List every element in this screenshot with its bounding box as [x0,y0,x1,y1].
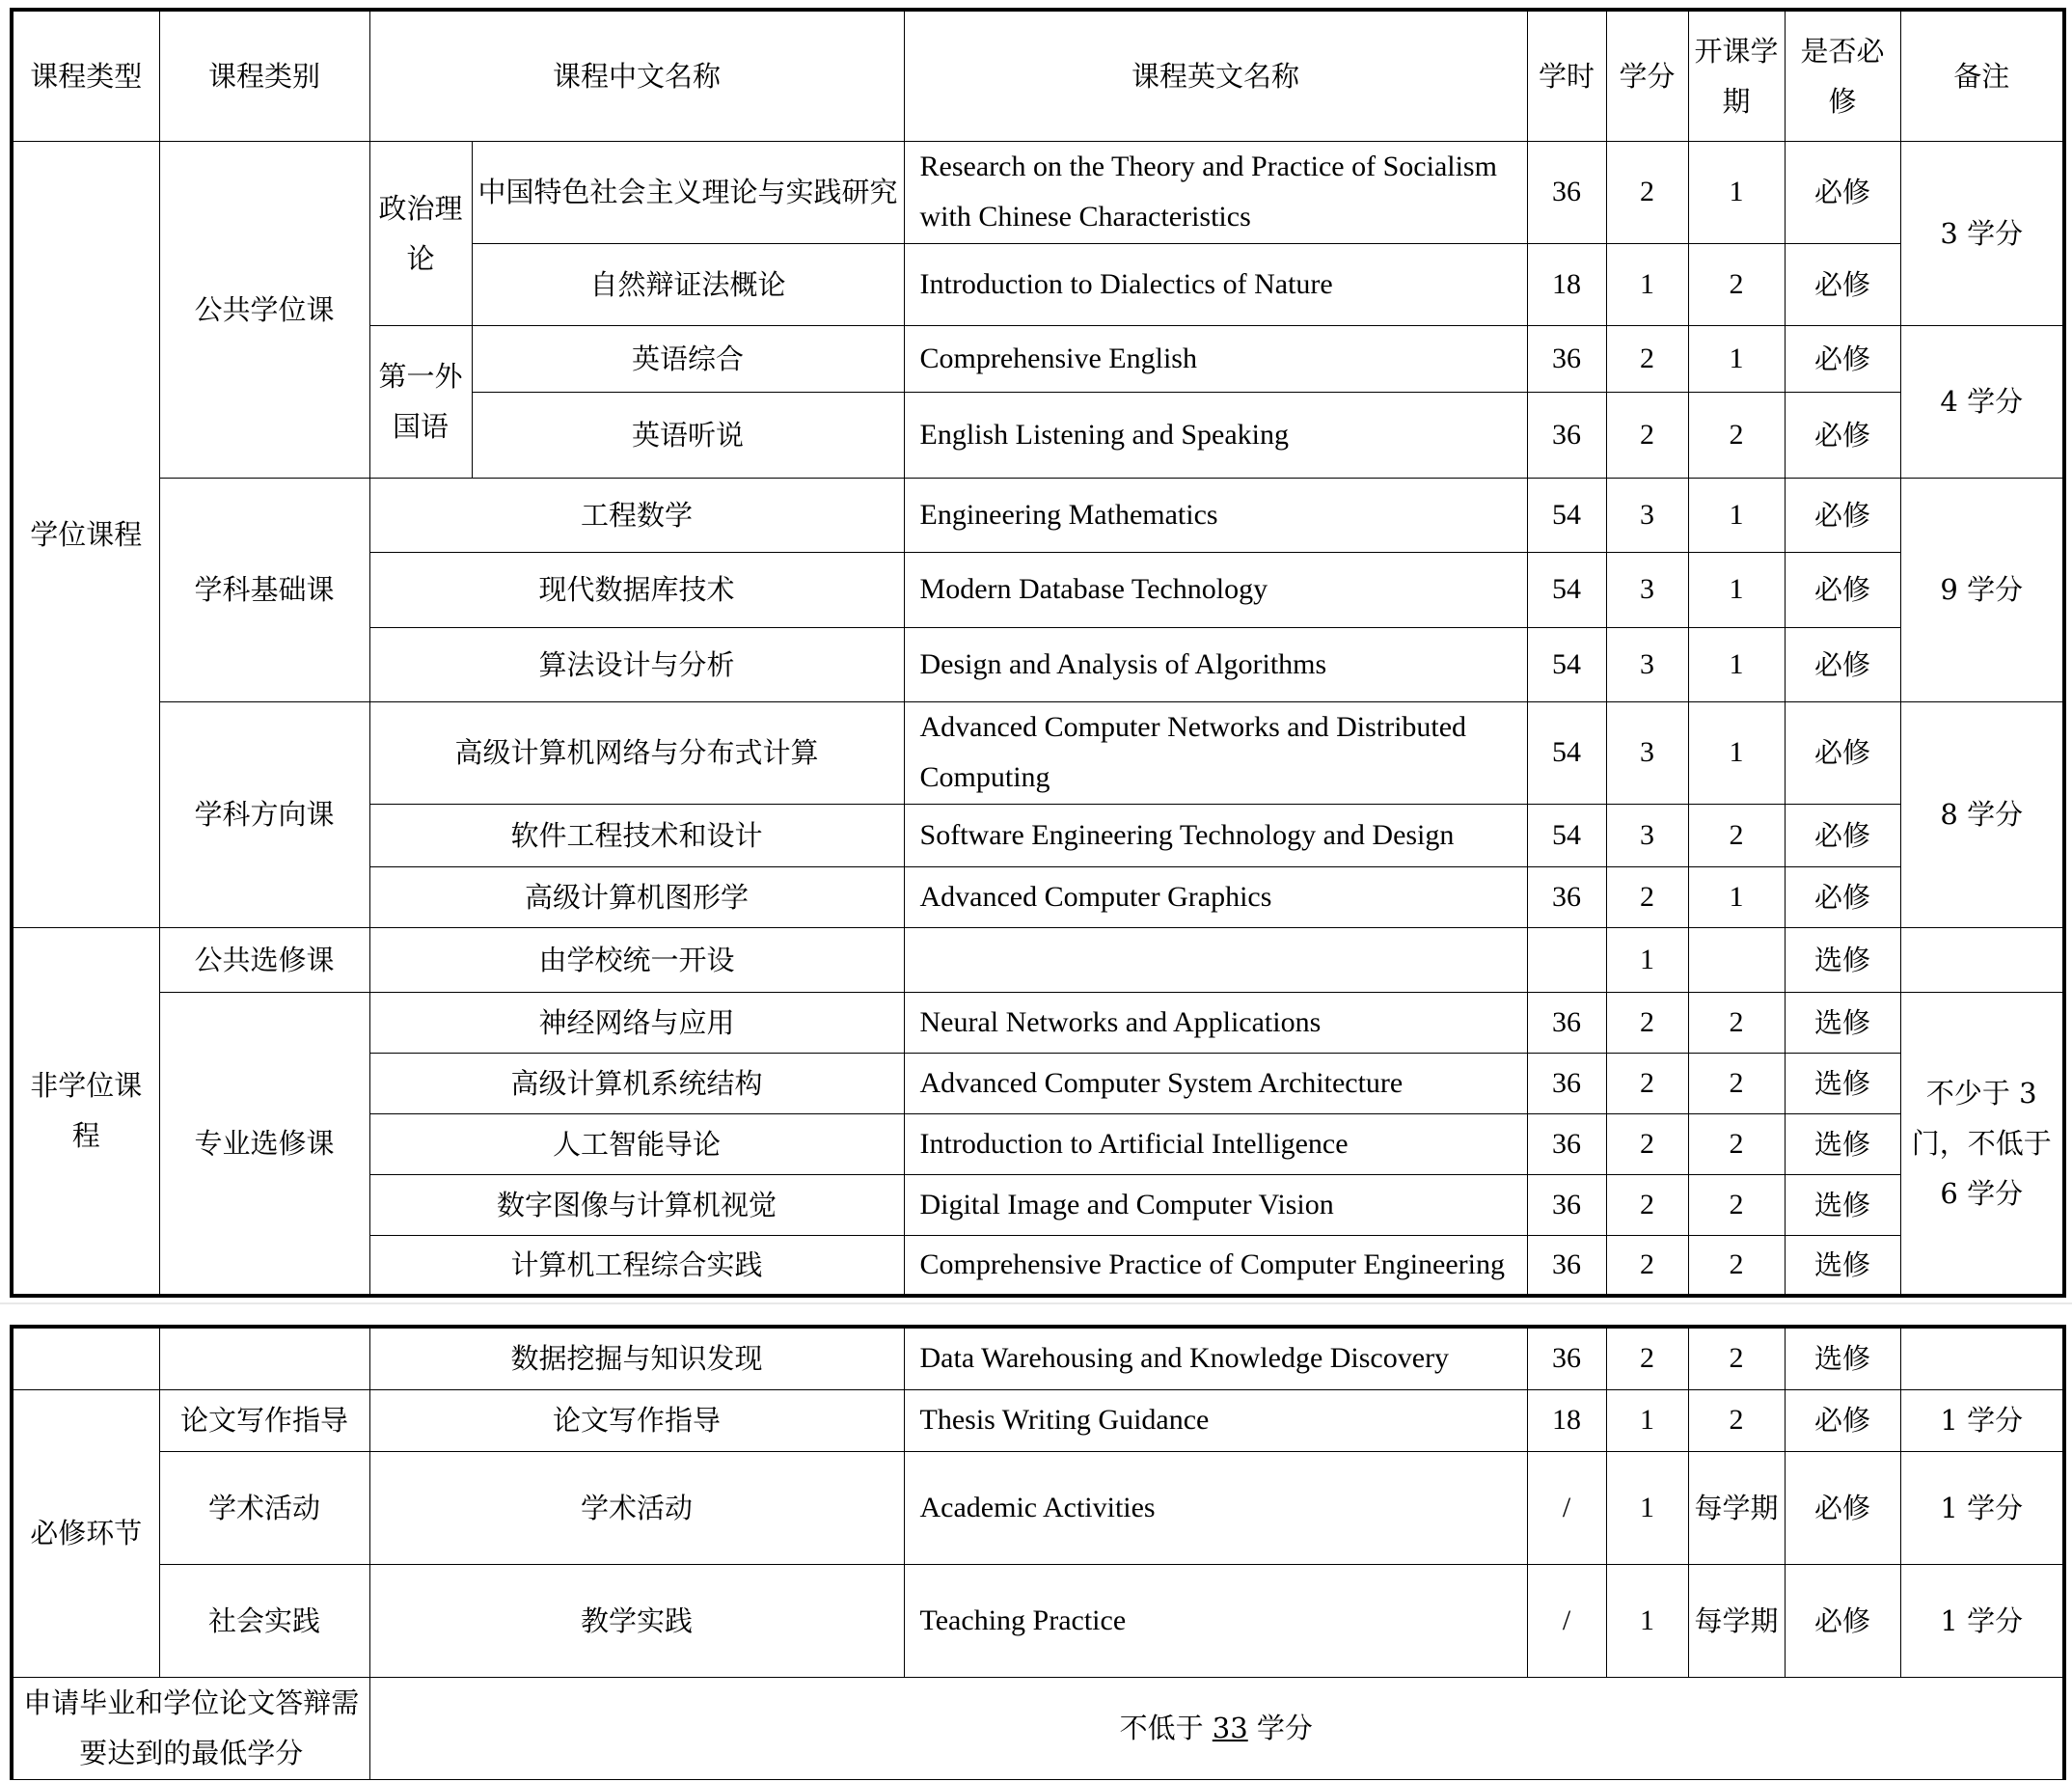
header-remark: 备注 [1900,10,2064,141]
course-required: 选修 [1785,1235,1900,1296]
course-semester: 2 [1688,804,1785,866]
course-required: 选修 [1785,1113,1900,1174]
course-remark: 1 学分 [1900,1564,2064,1677]
course-cn: 数据挖掘与知识发现 [369,1327,904,1389]
course-credits: 1 [1606,1389,1688,1451]
remark-major-elective: 不少于 3 门，不低于 6 学分 [1900,992,2064,1296]
header-semester: 开课学期 [1688,10,1785,141]
course-semester: 2 [1688,1235,1785,1296]
course-required: 必修 [1785,243,1900,325]
course-en: Engineering Mathematics [904,478,1527,552]
min-credits-value [369,1677,2064,1779]
course-required: 必修 [1785,804,1900,866]
course-en: Comprehensive English [904,325,1527,392]
course-required: 必修 [1785,325,1900,392]
course-semester: 1 [1688,627,1785,701]
course-cn: 高级计算机图形学 [369,866,904,927]
course-credits: 3 [1606,804,1688,866]
page-break [0,1302,2072,1322]
course-required: 选修 [1785,1053,1900,1113]
course-hours: 54 [1527,804,1606,866]
min-credits-suffix: 学分 [1247,1712,1313,1744]
course-semester: 2 [1688,992,1785,1053]
course-hours: 36 [1527,1327,1606,1389]
course-required: 必修 [1785,1564,1900,1677]
course-semester: 2 [1688,1327,1785,1389]
course-hours: 54 [1527,478,1606,552]
course-credits: 1 [1606,243,1688,325]
continued-type [12,1327,159,1389]
course-credits: 1 [1606,1564,1688,1677]
course-hours: 18 [1527,243,1606,325]
course-credits: 2 [1606,141,1688,243]
course-required: 必修 [1785,392,1900,478]
header-cn-name: 课程中文名称 [369,10,904,141]
course-credits: 2 [1606,1327,1688,1389]
course-required: 必修 [1785,478,1900,552]
course-cn: 由学校统一开设 [369,927,904,992]
table-row [12,927,2064,992]
course-credits: 1 [1606,927,1688,992]
course-semester: 每学期 [1688,1451,1785,1564]
header-type: 课程类型 [12,10,159,141]
footer-row [12,1677,2064,1779]
table-row [12,1451,2064,1564]
course-hours: 36 [1527,866,1606,927]
course-hours: / [1527,1564,1606,1677]
min-credits-number: 33 [1212,1712,1248,1744]
course-semester: 2 [1688,1053,1785,1113]
course-en: Introduction to Dialectics of Nature [904,243,1527,325]
course-required: 必修 [1785,552,1900,627]
course-cn: 学术活动 [369,1451,904,1564]
course-cn: 自然辩证法概论 [472,243,904,325]
course-cn: 现代数据库技术 [369,552,904,627]
course-cn: 高级计算机网络与分布式计算 [369,701,904,804]
course-cn: 中国特色社会主义理论与实践研究 [472,141,904,243]
continued-category [159,1327,369,1389]
course-required: 必修 [1785,1451,1900,1564]
course-credits: 2 [1606,325,1688,392]
table-row [12,701,2064,804]
course-hours: 36 [1527,141,1606,243]
course-en [904,927,1527,992]
course-en: Research on the Theory and Practice of Socialism with Chinese Characteristics [904,141,1527,243]
course-hours: 36 [1527,1113,1606,1174]
course-cn: 英语综合 [472,325,904,392]
min-credits-label: 申请毕业和学位论文答辩需要达到的最低学分 [12,1677,369,1779]
group-subject-basic: 学科基础课 [159,478,369,701]
course-hours: 18 [1527,1389,1606,1451]
course-en: Introduction to Artificial Intelligence [904,1113,1527,1174]
header-required: 是否必修 [1785,10,1900,141]
course-cn: 软件工程技术和设计 [369,804,904,866]
remark-politics: 3 学分 [1900,141,2064,325]
course-credits: 2 [1606,392,1688,478]
course-cn: 高级计算机系统结构 [369,1053,904,1113]
course-en: Advanced Computer Graphics [904,866,1527,927]
table-row [12,141,2064,243]
course-en: Data Warehousing and Knowledge Discovery [904,1327,1527,1389]
course-required: 选修 [1785,1327,1900,1389]
group-non-degree: 非学位课程 [12,927,159,1296]
group-required-links: 必修环节 [12,1389,159,1677]
table-row [12,1327,2064,1389]
course-category: 社会实践 [159,1564,369,1677]
course-semester: 每学期 [1688,1564,1785,1677]
course-cn: 论文写作指导 [369,1389,904,1451]
course-hours: 36 [1527,1174,1606,1235]
course-semester: 2 [1688,243,1785,325]
course-required: 选修 [1785,927,1900,992]
group-public-degree: 公共学位课 [159,141,369,478]
table-row [12,1564,2064,1677]
group-public-elective: 公共选修课 [159,927,369,992]
course-semester: 2 [1688,1389,1785,1451]
course-semester: 1 [1688,478,1785,552]
course-cn: 工程数学 [369,478,904,552]
remark-subject-direction: 8 学分 [1900,701,2064,927]
course-remark: 1 学分 [1900,1389,2064,1451]
course-hours: 54 [1527,552,1606,627]
course-credits: 2 [1606,1113,1688,1174]
course-credits: 1 [1606,1451,1688,1564]
course-credits: 2 [1606,866,1688,927]
course-semester: 1 [1688,701,1785,804]
course-cn: 计算机工程综合实践 [369,1235,904,1296]
course-en: Academic Activities [904,1451,1527,1564]
header-row [12,10,2064,141]
curriculum-table-part-2 [10,1325,2066,1780]
course-semester: 1 [1688,325,1785,392]
course-cn: 数字图像与计算机视觉 [369,1174,904,1235]
course-credits: 3 [1606,552,1688,627]
continued-remark [1900,1327,2064,1389]
course-semester [1688,927,1785,992]
course-semester: 1 [1688,866,1785,927]
course-required: 选修 [1785,1174,1900,1235]
course-en: Software Engineering Technology and Design [904,804,1527,866]
course-hours: 36 [1527,1235,1606,1296]
course-semester: 2 [1688,1174,1785,1235]
course-required: 必修 [1785,866,1900,927]
header-category: 课程类别 [159,10,369,141]
course-required: 必修 [1785,627,1900,701]
course-en: Comprehensive Practice of Computer Engineering [904,1235,1527,1296]
course-remark: 1 学分 [1900,1451,2064,1564]
course-cn: 算法设计与分析 [369,627,904,701]
course-semester: 1 [1688,141,1785,243]
course-en: Neural Networks and Applications [904,992,1527,1053]
course-required: 必修 [1785,1389,1900,1451]
course-credits: 2 [1606,1053,1688,1113]
remark-foreign-language: 4 学分 [1900,325,2064,478]
course-hours: 54 [1527,627,1606,701]
group-major-elective: 专业选修课 [159,992,369,1296]
course-semester: 2 [1688,392,1785,478]
course-hours: 36 [1527,325,1606,392]
course-cn: 英语听说 [472,392,904,478]
course-en: Digital Image and Computer Vision [904,1174,1527,1235]
course-en: English Listening and Speaking [904,392,1527,478]
header-en-name: 课程英文名称 [904,10,1527,141]
table-row [12,478,2064,552]
course-cn: 神经网络与应用 [369,992,904,1053]
course-hours: 36 [1527,392,1606,478]
group-subject-direction: 学科方向课 [159,701,369,927]
course-credits: 2 [1606,1235,1688,1296]
course-hours: 36 [1527,992,1606,1053]
course-credits: 3 [1606,478,1688,552]
table-row [12,1389,2064,1451]
course-en: Advanced Computer Networks and Distributed Computing [904,701,1527,804]
min-credits-prefix: 不低于 [1119,1712,1213,1744]
course-cn: 教学实践 [369,1564,904,1677]
course-en: Thesis Writing Guidance [904,1389,1527,1451]
header-hours: 学时 [1527,10,1606,141]
course-en: Advanced Computer System Architecture [904,1053,1527,1113]
course-en: Teaching Practice [904,1564,1527,1677]
course-credits: 3 [1606,627,1688,701]
course-category: 论文写作指导 [159,1389,369,1451]
course-en: Design and Analysis of Algorithms [904,627,1527,701]
course-required: 必修 [1785,141,1900,243]
course-en: Modern Database Technology [904,552,1527,627]
group-politics: 政治理论 [369,141,472,325]
header-credits: 学分 [1606,10,1688,141]
course-hours: / [1527,1451,1606,1564]
remark-public-elective [1900,927,2064,992]
group-foreign-language: 第一外国语 [369,325,472,478]
course-semester: 1 [1688,552,1785,627]
course-required: 必修 [1785,701,1900,804]
course-credits: 2 [1606,1174,1688,1235]
course-semester: 2 [1688,1113,1785,1174]
course-credits: 2 [1606,992,1688,1053]
course-hours: 36 [1527,1053,1606,1113]
curriculum-table-part-1 [10,8,2066,1298]
group-degree: 学位课程 [12,141,159,927]
remark-subject-basic: 9 学分 [1900,478,2064,701]
course-required: 选修 [1785,992,1900,1053]
course-credits: 3 [1606,701,1688,804]
table-row [12,992,2064,1053]
course-hours: 54 [1527,701,1606,804]
course-hours [1527,927,1606,992]
course-cn: 人工智能导论 [369,1113,904,1174]
course-category: 学术活动 [159,1451,369,1564]
